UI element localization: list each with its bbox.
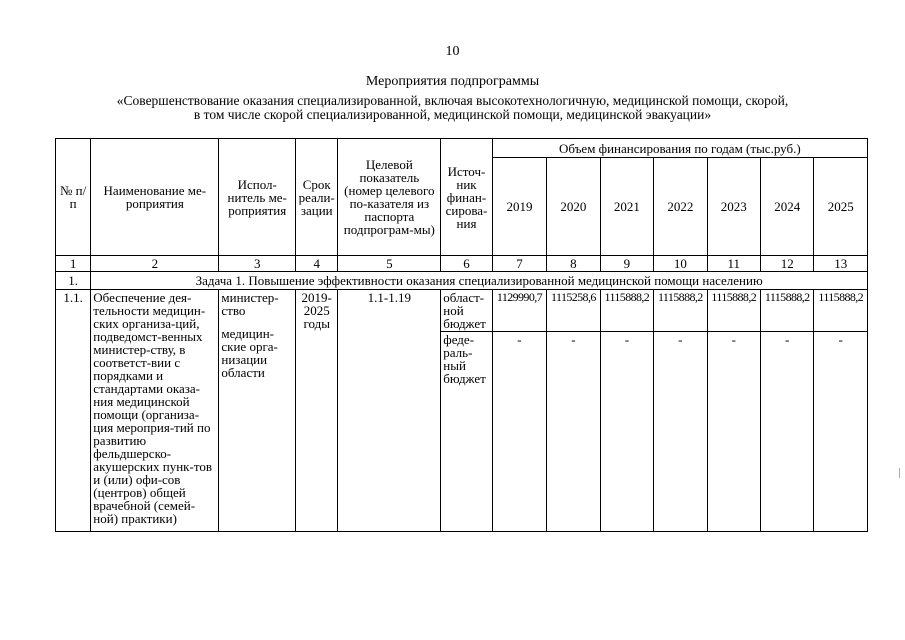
subprogram-activities-table bbox=[55, 138, 868, 532]
source-label: феде-раль-ный бюджет bbox=[441, 332, 492, 532]
header-year: 2023 bbox=[707, 158, 760, 256]
amount-cell: 1115258,6 bbox=[547, 290, 600, 332]
header-year: 2024 bbox=[761, 158, 814, 256]
column-number: 9 bbox=[600, 256, 653, 272]
amount-cell: - bbox=[707, 332, 760, 532]
column-number: 12 bbox=[761, 256, 814, 272]
activity-term: 2019-2025 годы bbox=[296, 290, 338, 532]
column-number: 11 bbox=[707, 256, 760, 272]
subtitle-line-1: «Совершенствование оказания специализированной, включая высокотехнологичную, медицинской помощи, скорой, bbox=[116, 93, 789, 108]
amount-cell: 1115888,2 bbox=[814, 290, 868, 332]
column-number: 13 bbox=[814, 256, 868, 272]
activity-row-regional bbox=[56, 290, 868, 332]
amount-cell: - bbox=[814, 332, 868, 532]
column-number: 10 bbox=[654, 256, 707, 272]
amount-cell: 1115888,2 bbox=[707, 290, 760, 332]
margin-mark bbox=[899, 468, 900, 478]
header-year: 2025 bbox=[814, 158, 868, 256]
page-number: 10 bbox=[445, 44, 460, 59]
executor-medical-orgs: медицин-ские орга-низации области bbox=[221, 326, 278, 380]
header-row-1 bbox=[56, 139, 868, 158]
amount-cell: 1115888,2 bbox=[654, 290, 707, 332]
amount-cell: - bbox=[492, 332, 546, 532]
subtitle-line-2: в том числе скорой специализированной, медицинской помощи, медицинской эвакуации» bbox=[193, 107, 712, 122]
header-executor: Испол-нитель ме-роприятия bbox=[219, 139, 296, 256]
task-number: 1. bbox=[56, 272, 91, 290]
header-name: Наименование ме-роприятия bbox=[91, 139, 219, 256]
header-year: 2019 bbox=[492, 158, 546, 256]
activity-executor bbox=[219, 290, 296, 532]
amount-cell: 1129990,7 bbox=[492, 290, 546, 332]
column-number-row bbox=[56, 256, 868, 272]
column-number: 5 bbox=[338, 256, 441, 272]
amount-cell: - bbox=[600, 332, 653, 532]
column-number: 6 bbox=[441, 256, 492, 272]
amount-cell: - bbox=[761, 332, 814, 532]
activity-number: 1.1. bbox=[56, 290, 91, 532]
header-source: Источ-ник финан-сирова-ния bbox=[441, 139, 492, 256]
document-title: Мероприятия подпрограммы bbox=[365, 74, 540, 89]
source-label: област-ной бюджет bbox=[441, 290, 492, 332]
column-number: 4 bbox=[296, 256, 338, 272]
header-year: 2020 bbox=[547, 158, 600, 256]
amount-cell: - bbox=[654, 332, 707, 532]
header-num: № п/п bbox=[56, 139, 91, 256]
header-term: Срок реали-зации bbox=[296, 139, 338, 256]
column-number: 2 bbox=[91, 256, 219, 272]
document-subtitle bbox=[40, 94, 865, 122]
activity-indicator: 1.1-1.19 bbox=[338, 290, 441, 532]
executor-ministry: министер-ство bbox=[221, 290, 279, 318]
header-indicator: Целевой показатель (номер целевого по-казателя из паспорта подпрограм-мы) bbox=[338, 139, 441, 256]
activity-name: Обеспечение дея-тельности медицин-ских организа-ций, подведомст-венных министер-ству, в соответст-вии с порядками и стандартами оказа-ния медицинской помощи (организа-ция мероприя-тий по развитию фельдшерско-акушерских пунк-тов и (или) офи-сов (центров) общей врачебной (семей-ной) практики) bbox=[91, 290, 219, 532]
column-number: 1 bbox=[56, 256, 91, 272]
amount-cell: 1115888,2 bbox=[600, 290, 653, 332]
column-number: 8 bbox=[547, 256, 600, 272]
amount-cell: 1115888,2 bbox=[761, 290, 814, 332]
column-number: 3 bbox=[219, 256, 296, 272]
header-financing: Объем финансирования по годам (тыс.руб.) bbox=[492, 139, 867, 158]
task-text: Задача 1. Повышение эффективности оказания специализированной медицинской помощи населению bbox=[91, 272, 868, 290]
header-year: 2022 bbox=[654, 158, 707, 256]
header-year: 2021 bbox=[600, 158, 653, 256]
column-number: 7 bbox=[492, 256, 546, 272]
amount-cell: - bbox=[547, 332, 600, 532]
task-row bbox=[56, 272, 868, 290]
